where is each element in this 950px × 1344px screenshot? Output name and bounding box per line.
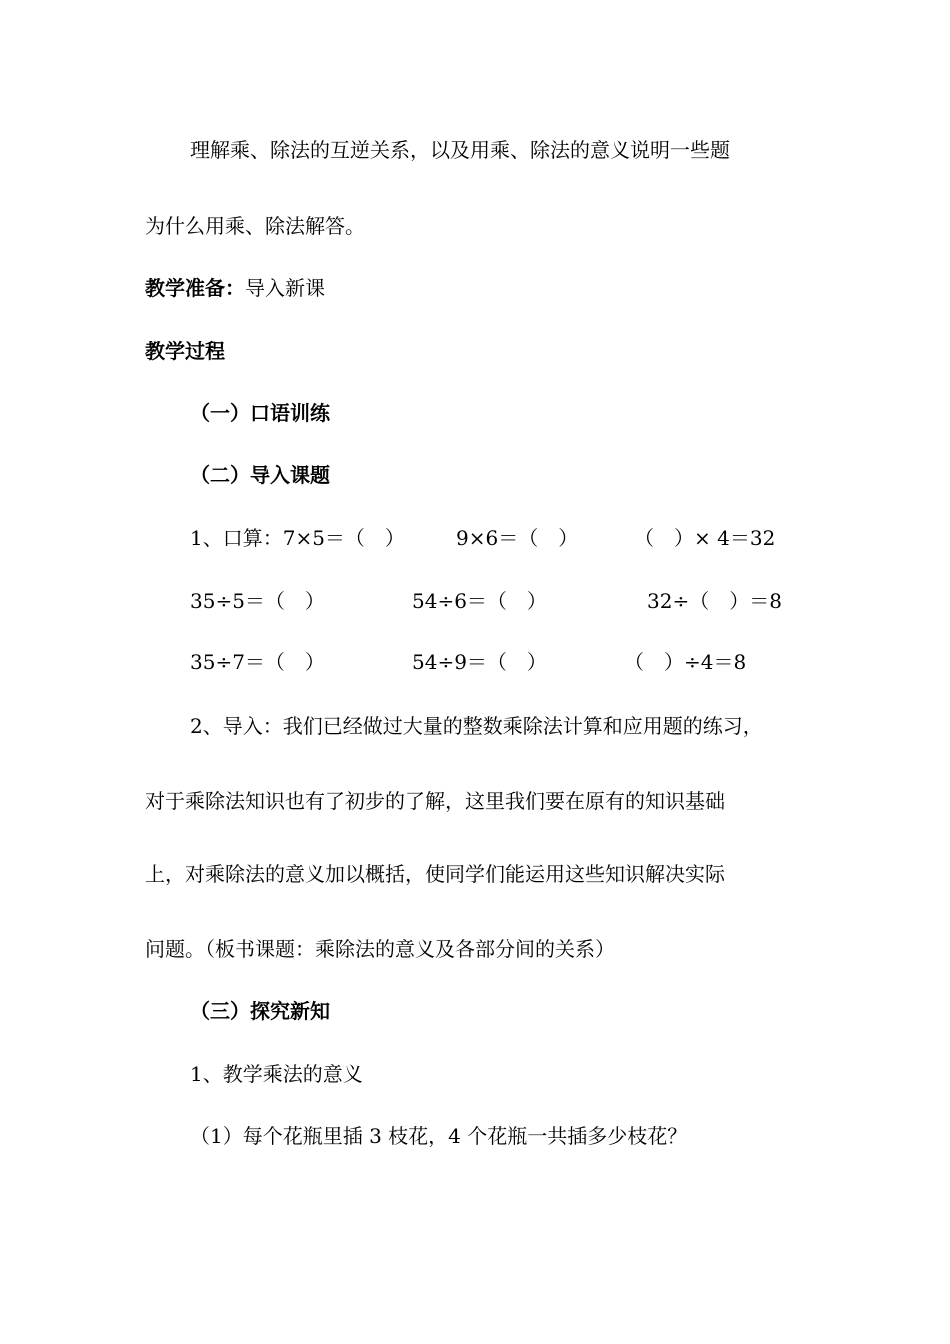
teaching-prep-value: 导入新课 [245, 276, 325, 300]
objective-line-2: 为什么用乘、除法解答。 [145, 214, 365, 238]
intro-line-4: 问题。（板书课题：乘除法的意义及各部分间的关系） [145, 937, 615, 961]
oral-row3-col3: （ ）÷4＝8 [624, 650, 747, 674]
oral-row2-col2: 54÷6＝（ ） [412, 589, 547, 613]
teaching-prep-label: 教学准备： [145, 276, 245, 300]
oral-row3-col2: 54÷9＝（ ） [412, 650, 547, 674]
intro-line-3: 上，对乘除法的意义加以概括，使同学们能运用这些知识解决实际 [145, 862, 725, 886]
teaching-process-heading: 教学过程 [145, 339, 225, 363]
objective-line-1: 理解乘、除法的互逆关系，以及用乘、除法的意义说明一些题 [190, 138, 730, 162]
teaching-prep [145, 276, 325, 300]
oral-row3-col1: 35÷7＝（ ） [190, 650, 325, 674]
section-explore-new: （三）探究新知 [190, 999, 330, 1023]
item-teach-multiplication: 1、教学乘法的意义 [190, 1062, 363, 1086]
oral-row2-col1: 35÷5＝（ ） [190, 589, 325, 613]
item-flower-vase-problem: （1）每个花瓶里插 3 枝花，4 个花瓶一共插多少枝花？ [190, 1124, 688, 1148]
oral-row1-col1: 1、口算：7×5＝（ ） [190, 526, 405, 550]
intro-line-1: 2、导入：我们已经做过大量的整数乘除法计算和应用题的练习， [190, 714, 763, 738]
oral-row1-col3: （ ）× 4＝32 [634, 526, 776, 550]
oral-row1-col2: 9×6＝（ ） [456, 526, 579, 550]
section-oral-training: （一）口语训练 [190, 401, 330, 425]
section-introduce-topic: （二）导入课题 [190, 463, 330, 487]
oral-row2-col3: 32÷（ ）＝8 [647, 589, 782, 613]
intro-line-2: 对于乘除法知识也有了初步的了解，这里我们要在原有的知识基础 [145, 789, 725, 813]
